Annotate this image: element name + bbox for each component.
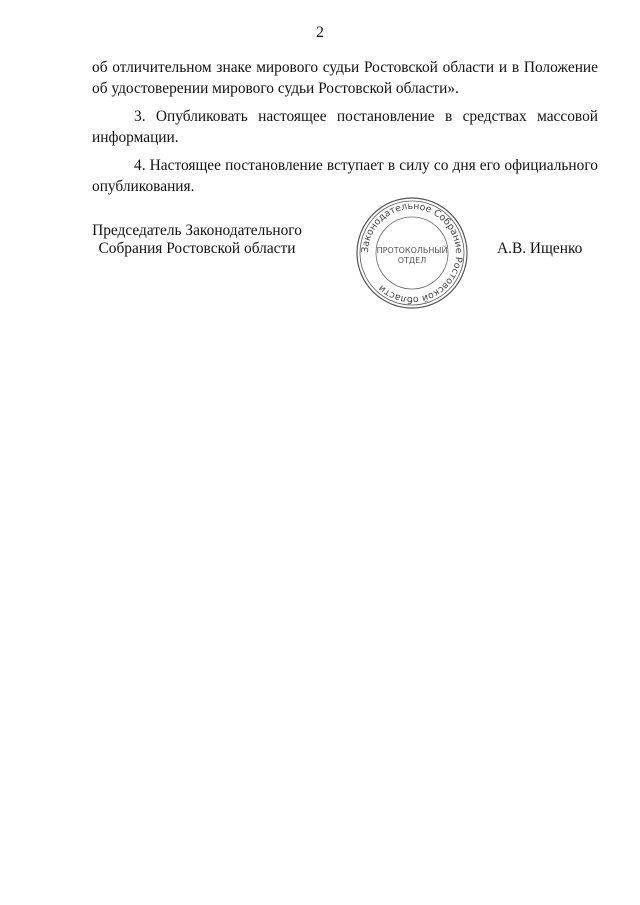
official-stamp [352,196,472,310]
document-body [92,58,598,205]
signatory-title [86,222,308,258]
stamp-ring-text: Законодательное Собрание Ростовской области [359,200,465,306]
signatory-name: А.В. Ищенко [497,240,583,257]
paragraph-continuation: об отличительном знаке мирового судьи Ростовской области и в Положение об удостоверении мирового судьи Ростовской области». [92,59,598,97]
signatory-title-line-1: Председатель Законодательного [92,222,302,239]
stamp-seal-icon [352,196,472,310]
paragraph-item-4: 4. Настоящее постановление вступает в силу со дня его официального опубликования. [92,157,598,195]
paragraph-item-3: 3. Опубликовать настоящее постановление в средствах массовой информации. [92,108,598,146]
signatory-title-line-2: Собрания Ростовской области [98,240,296,257]
page-number: 2 [316,24,324,41]
stamp-center-line-2: ОТДЕЛ [397,256,427,265]
stamp-center-line-1: ПРОТОКОЛЬНЫЙ [376,246,448,255]
